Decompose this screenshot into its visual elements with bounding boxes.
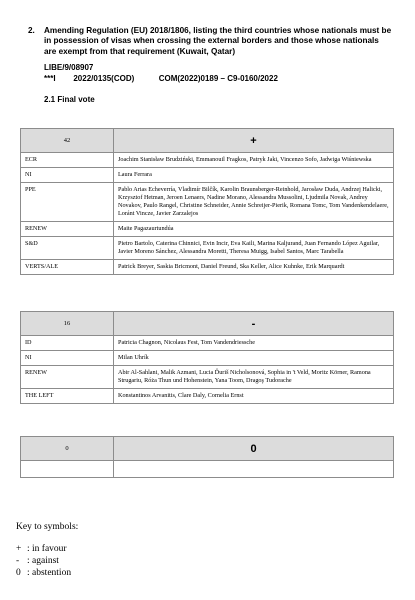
vote-count: 0 [21, 437, 114, 461]
table-row [21, 366, 394, 389]
group-name: ID [21, 336, 114, 351]
group-members: Patricia Chagnon, Nicolaus Fest, Tom Vandendriessche [114, 336, 394, 351]
group-members: Konstantinos Arvanitis, Clare Daly, Cornelia Ernst [114, 389, 394, 404]
vote-table-header [21, 437, 394, 461]
vote-symbol: - [114, 312, 394, 336]
group-name: NI [21, 351, 114, 366]
procedure-reference: ***I 2022/0135(COD) COM(2022)0189 – C9-0160/2022 [44, 74, 278, 83]
vote-symbol: + [114, 129, 394, 153]
group-name [21, 461, 114, 478]
key-label: : against [27, 556, 59, 566]
group-members: Pietro Bartolo, Caterina Chinnici, Evin Incir, Eva Kaili, Marina Kaljurand, Juan Fernando López Aguilar, Javier Moreno Sánchez, Alessandra Moretti, Theresa Muigg, Isabel Santos, Marc Tarabella [114, 237, 394, 260]
group-name: RENEW [21, 222, 114, 237]
group-name: VERTS/ALE [21, 260, 114, 275]
key-item-abstention [16, 568, 71, 579]
group-members: Pablo Arias Echeverría, Vladimír Bilčík, Karolin Braunsberger-Reinhold, Jarosław Duda, Andrzej Halicki, Krzysztof Hetman, Jeroen Lenaers, Nadine Morano, Alessandra Mussolini, Ljudmila Novak, Andrey Novakov, Paulo Rangel, Christine Schneider, Annie Schreijer-Pierik, Romana Tomc, Tom Vandenkendelaere, Loránt Vincze, Javier Zarzalejos [114, 183, 394, 222]
section-subtitle: 2.1 Final vote [44, 95, 95, 104]
vote-count: 16 [21, 312, 114, 336]
key-label: : in favour [27, 544, 67, 554]
group-name: NI [21, 168, 114, 183]
key-symbol: + [16, 544, 22, 554]
vote-table-header [21, 312, 394, 336]
group-members: Maite Pagazaurtundúa [114, 222, 394, 237]
table-row [21, 260, 394, 275]
key-item-in-favour [16, 544, 67, 555]
group-members: Milan Uhrík [114, 351, 394, 366]
key-symbol: - [16, 556, 20, 566]
group-name: S&D [21, 237, 114, 260]
group-name: THE LEFT [21, 389, 114, 404]
table-row [21, 237, 394, 260]
table-row [21, 183, 394, 222]
table-row [21, 153, 394, 168]
group-name: ECR [21, 153, 114, 168]
vote-table-abstention [20, 436, 394, 478]
group-members: Laura Ferrara [114, 168, 394, 183]
table-row [21, 168, 394, 183]
table-row [21, 222, 394, 237]
group-members: Abir Al-Sahlani, Malik Azmani, Lucia Ďuriš Nicholsonová, Sophia in 't Veld, Moritz Körner, Ramona Strugariu, Róża Thun und Hohenstein, Yana Toom, Dragoş Tudorache [114, 366, 394, 389]
item-title: Amending Regulation (EU) 2018/1806, listing the third countries whose nationals must be in possession of visas when crossing the external borders and those whose nationals are exempt from that requirement (Kuwait, Qatar) [44, 26, 392, 56]
table-row [21, 461, 394, 478]
key-title: Key to symbols: [16, 522, 79, 532]
vote-count: 42 [21, 129, 114, 153]
table-row [21, 389, 394, 404]
vote-symbol: 0 [114, 437, 394, 461]
group-name: RENEW [21, 366, 114, 389]
vote-table-in-favour [20, 128, 394, 275]
group-members [114, 461, 394, 478]
table-row [21, 336, 394, 351]
key-item-against [16, 556, 59, 567]
group-name: PPE [21, 183, 114, 222]
vote-table-against [20, 311, 394, 404]
table-row [21, 351, 394, 366]
vote-table-header [21, 129, 394, 153]
group-members: Joachim Stanisław Brudziński, Emmanouil Fragkos, Patryk Jaki, Vincenzo Sofo, Jadwiga Wiśniewska [114, 153, 394, 168]
committee-reference: LIBE/9/08907 [44, 63, 94, 72]
key-label: : abstention [27, 568, 72, 578]
key-symbol: 0 [16, 568, 21, 578]
group-members: Patrick Breyer, Saskia Bricmont, Daniel Freund, Ska Keller, Alice Kuhnke, Erik Marquardt [114, 260, 394, 275]
item-number: 2. [28, 26, 35, 35]
